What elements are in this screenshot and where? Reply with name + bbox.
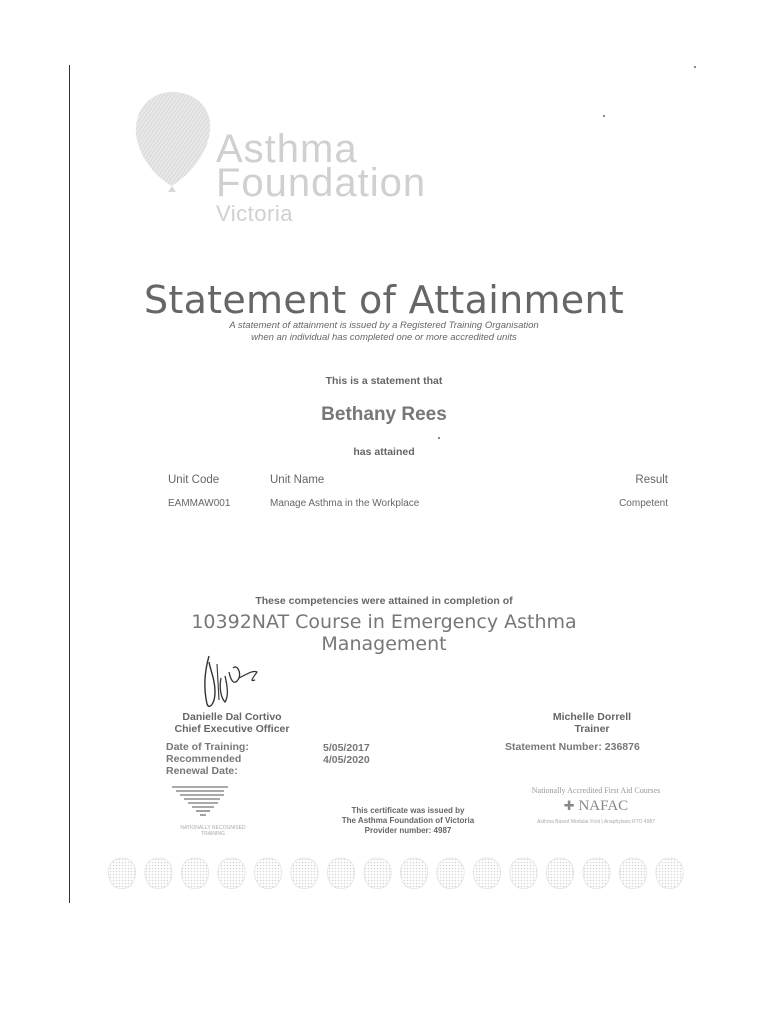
asthma-foundation-logo (132, 88, 432, 248)
nafac-footer: Asthma Based Modular First | Anaphylaxis RTO 4987 (536, 819, 656, 825)
date-of-training-label: Date of Training: (166, 741, 249, 753)
logo-line-2: Foundation (216, 161, 427, 205)
header-result: Result (635, 474, 668, 486)
statement-number: Statement Number: 236876 (505, 741, 640, 753)
nafac-tagline: Nationally Accredited First Aid Courses (531, 786, 661, 795)
scan-speck (603, 115, 605, 117)
page-edge (69, 65, 70, 903)
statement-intro: This is a statement that (325, 375, 443, 387)
balloon-decoration-icon (145, 858, 172, 889)
competencies-intro: These competencies were attained in completion of (255, 595, 513, 607)
units-table (168, 474, 668, 522)
balloon-decoration-icon (473, 858, 500, 889)
nrt-caption-line-1: NATIONALLY RECOGNISED (180, 825, 246, 831)
subtitle-line-1: A statement of attainment is issued by a Registered Training Organisation (229, 320, 539, 331)
logo-line-1: Asthma (216, 127, 358, 171)
balloon-decoration-icon (510, 858, 537, 889)
issuer-line-1: This certificate was issued by (351, 806, 465, 815)
course-title (0, 611, 768, 655)
signatory-ceo (162, 711, 302, 735)
balloon-decoration-icon (437, 858, 464, 889)
unit-code: EAMMAW001 (168, 498, 231, 509)
balloon-icon (132, 88, 222, 198)
ceo-name: Danielle Dal Cortivo (182, 711, 282, 723)
nrt-triangle-icon (168, 783, 258, 825)
balloon-decoration-icon (254, 858, 281, 889)
course-title-line-2: Management (321, 633, 447, 655)
header-unit-name: Unit Name (270, 474, 325, 486)
nationally-recognised-training-logo (168, 783, 258, 841)
nafac-brand (506, 798, 686, 815)
issuer-statement (318, 806, 498, 836)
renewal-label-line-2: Renewal Date: (166, 765, 238, 777)
renewal-label-line-1: Recommended (166, 753, 242, 765)
scan-speck (694, 66, 696, 68)
handwritten-signature (195, 652, 265, 714)
subtitle-line-2: when an individual has completed one or more accredited units (251, 332, 517, 343)
certificate-subtitle (0, 320, 768, 344)
date-values (323, 742, 370, 766)
balloon-border-decoration (100, 852, 690, 898)
balloon-decoration-icon (327, 858, 354, 889)
table-row (168, 498, 668, 522)
nrt-caption-line-2: TRAINING (201, 831, 225, 837)
balloon-decoration-icon (583, 858, 610, 889)
signatory-trainer (522, 711, 662, 735)
date-of-training: 5/05/2017 (323, 742, 370, 754)
units-table-header (168, 474, 668, 498)
nrt-caption (168, 825, 258, 837)
balloon-decoration-icon (400, 858, 427, 889)
date-labels (166, 741, 249, 777)
first-aid-cross-icon: ✚ (563, 799, 575, 814)
unit-result: Competent (619, 498, 668, 509)
certificate-title: Statement of Attainment (143, 278, 625, 322)
statement-outro: has attained (353, 446, 415, 458)
ceo-title: Chief Executive Officer (174, 723, 290, 735)
course-title-line-1: 10392NAT Course in Emergency Asthma (191, 611, 577, 633)
balloon-decoration-icon (218, 858, 245, 889)
trainer-name: Michelle Dorrell (552, 711, 632, 723)
trainer-title: Trainer (574, 723, 610, 735)
nafac-logo (506, 786, 686, 825)
issuer-line-2: The Asthma Foundation of Victoria (341, 816, 475, 825)
nafac-name: NAFAC (578, 798, 629, 814)
balloon-decoration-icon (291, 858, 318, 889)
logo-text (216, 127, 427, 228)
header-unit-code: Unit Code (168, 474, 220, 486)
renewal-date: 4/05/2020 (323, 754, 370, 766)
balloon-decoration-icon (656, 858, 683, 889)
balloon-decoration-icon (181, 858, 208, 889)
balloon-decoration-icon (546, 858, 573, 889)
scan-speck (438, 437, 440, 439)
issuer-line-3: Provider number: 4987 (364, 826, 452, 835)
recipient-name: Bethany Rees (321, 404, 447, 425)
logo-line-3: Victoria (216, 201, 293, 226)
balloon-decoration-icon (619, 858, 646, 889)
balloon-decoration-icon (108, 858, 135, 889)
balloon-decoration-icon (364, 858, 391, 889)
unit-name: Manage Asthma in the Workplace (270, 498, 420, 509)
